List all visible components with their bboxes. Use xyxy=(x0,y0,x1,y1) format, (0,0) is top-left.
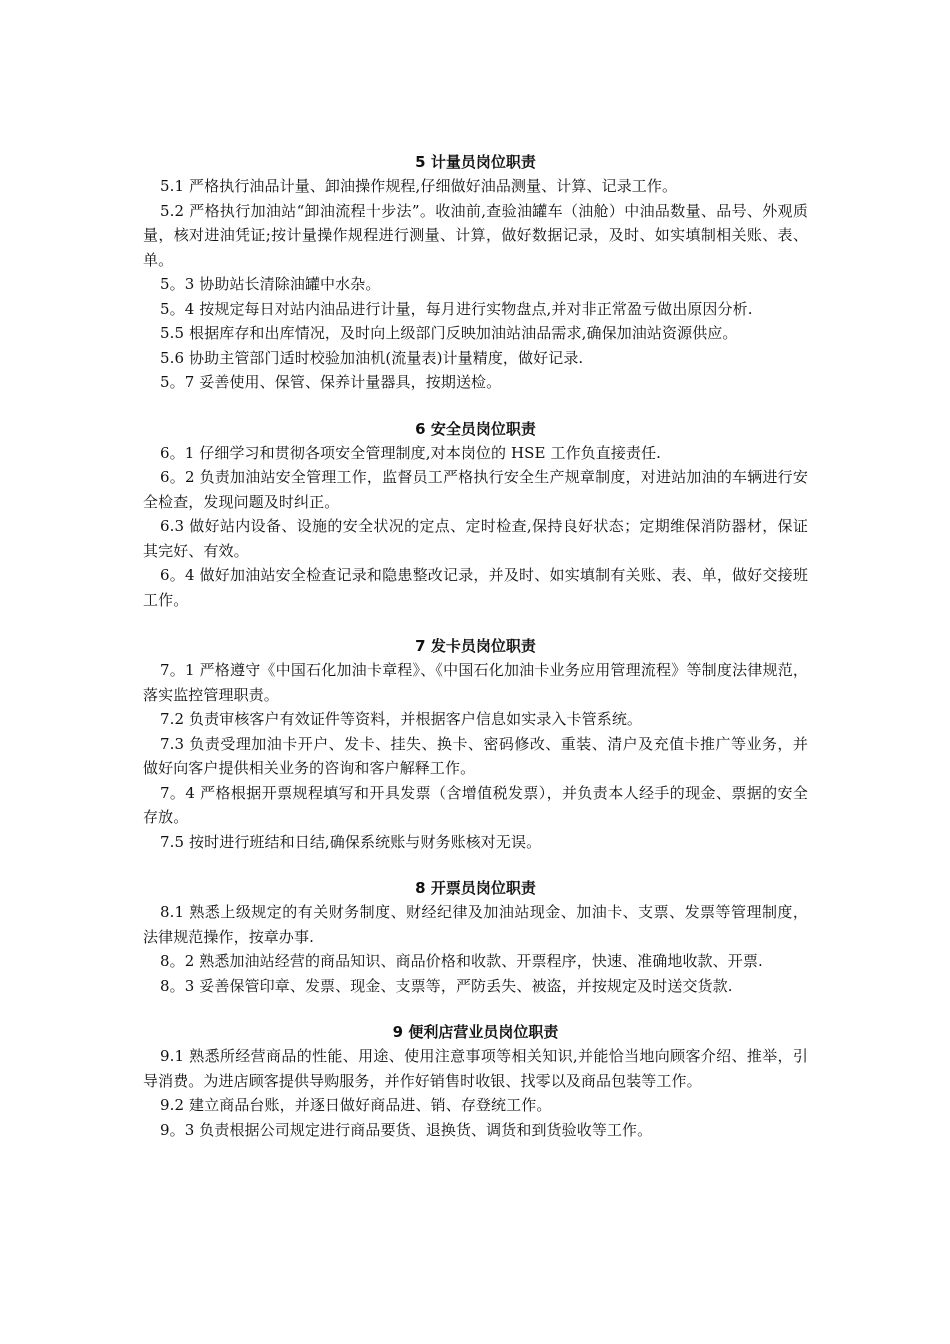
duty-item: 9.1 熟悉所经营商品的性能、用途、使用注意事项等相关知识,并能恰当地向顾客介绍、推举，引导消费。为进店顾客提供导购服务，并作好销售时收银、找零以及商品包装等工作。 xyxy=(143,1047,808,1090)
duty-item: 7.3 负责受理加油卡开户、发卡、挂失、换卡、密码修改、重装、清户及充值卡推广等业务，并做好向客户提供相关业务的咨询和客户解释工作。 xyxy=(143,734,808,777)
duty-item: 7.5 按时进行班结和日结,确保系统账与财务账核对无误。 xyxy=(160,832,542,851)
section-title: 5 计量员岗位职责 xyxy=(415,153,536,171)
duty-item: 8.1 熟悉上级规定的有关财务制度、财经纪律及加油站现金、加油卡、支票、发票等管理制度，法律规范操作，按章办事. xyxy=(143,903,808,946)
section-title: 6 安全员岗位职责 xyxy=(415,419,536,438)
duty-item: 7。4 严格根据开票规程填写和开具发票（含增值税发票），并负责本人经手的现金、票据的安全存放。 xyxy=(143,783,808,826)
section-invoicing xyxy=(143,876,808,998)
duty-item: 5.6 协助主管部门适时校验加油机(流量表)计量精度，做好记录. xyxy=(160,348,584,367)
document-page xyxy=(143,150,808,1164)
duty-item: 5.1 严格执行油品计量、卸油操作规程,仔细做好油品测量、计算、记录工作。 xyxy=(160,177,678,195)
duty-item: 5。7 妥善使用、保管、保养计量器具，按期送检。 xyxy=(160,373,502,391)
duty-item: 5.5 根据库存和出库情况，及时向上级部门反映加油站油品需求,确保加油站资源供应。 xyxy=(160,324,738,342)
duty-item: 6。2 负责加油站安全管理工作，监督员工严格执行安全生产规章制度，对进站加油的车辆进行安全检查，发现问题及时纠正。 xyxy=(143,468,808,511)
section-title: 9 便利店营业员岗位职责 xyxy=(392,1023,559,1041)
duty-item: 6。4 做好加油站安全检查记录和隐患整改记录，并及时、如实填制有关账、表、单，做好交接班工作。 xyxy=(143,566,808,609)
section-card-issuer xyxy=(143,634,808,854)
duty-item: 5。4 按规定每日对站内油品进行计量，每月进行实物盘点,并对非正常盈亏做出原因分析. xyxy=(160,299,753,318)
section-safety xyxy=(143,417,808,613)
section-store-clerk xyxy=(143,1020,808,1142)
duty-item: 7。1 严格遵守《中国石化加油卡章程》、《中国石化加油卡业务应用管理流程》等制度法律规范，落实监控管理职责。 xyxy=(143,661,808,704)
duty-item: 6。1 仔细学习和贯彻各项安全管理制度,对本岗位的 HSE 工作负直接责任. xyxy=(160,443,662,462)
duty-item: 9.2 建立商品台账，并逐日做好商品进、销、存登统工作。 xyxy=(160,1096,552,1114)
section-title: 8 开票员岗位职责 xyxy=(415,879,536,897)
duty-item: 5。3 协助站长清除油罐中水杂。 xyxy=(160,275,381,293)
duty-item: 6.3 做好站内设备、设施的安全状况的定点、定时检查,保持良好状态；定期维保消防器材，保证其完好、有效。 xyxy=(143,517,808,560)
duty-item: 8。3 妥善保管印章、发票、现金、支票等，严防丢失、被盗，并按规定及时送交货款. xyxy=(160,976,733,995)
section-title: 7 发卡员岗位职责 xyxy=(415,637,536,655)
duty-item: 9。3 负责根据公司规定进行商品要货、退换货、调货和到货验收等工作。 xyxy=(160,1120,653,1139)
duty-item: 8。2 熟悉加油站经营的商品知识、商品价格和收款、开票程序，快速、准确地收款、开票. xyxy=(160,952,763,970)
section-metering xyxy=(143,150,808,395)
duty-item: 5.2 严格执行加油站“卸油流程十步法”。收油前,查验油罐车（油舱）中油品数量、品号、外观质量，核对进油凭证;按计量操作规程进行测量、计算，做好数据记录，及时、如实填制相关账、表、单。 xyxy=(143,201,808,269)
duty-item: 7.2 负责审核客户有效证件等资料，并根据客户信息如实录入卡管系统。 xyxy=(160,710,643,728)
